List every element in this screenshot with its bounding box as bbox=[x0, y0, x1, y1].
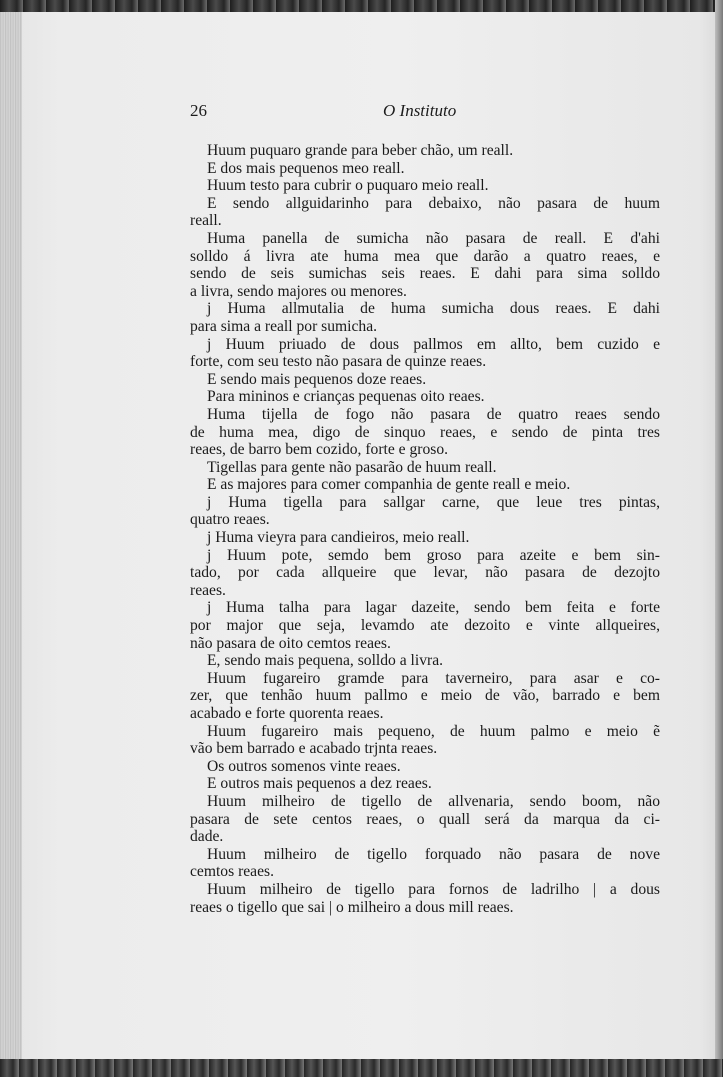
text-line: Os outros somenos vinte reaes. bbox=[207, 757, 401, 775]
text-line: E sendo mais pequenos doze reaes. bbox=[207, 370, 427, 388]
text-line: dade. bbox=[190, 828, 224, 846]
text-line: E, sendo mais pequena, solldo a livra. bbox=[207, 652, 444, 670]
text-line: zer, que tenhão huum pallmo e meio de vão, barrado e bem bbox=[190, 687, 660, 705]
text-line: E outros mais pequenos a dez reaes. bbox=[207, 775, 432, 793]
text-line: j Huum pote, semdo bem groso para azeite e bem sin- bbox=[207, 546, 660, 564]
text-line: solldo á livra ate huma mea que darão a quatro reaes, e bbox=[190, 247, 660, 265]
page-number: 26 bbox=[190, 101, 207, 120]
text-line: reaes, de barro bem cozido, forte e groso. bbox=[190, 441, 449, 459]
text-line: j Huum priuado de dous pallmos em allto, bem cuzido e bbox=[207, 335, 660, 353]
text-line: j Huma vieyra para candieiros, meio reall. bbox=[207, 529, 470, 547]
scan-border-right bbox=[715, 0, 723, 1077]
text-line: Huum testo para cubrir o puquaro meio reall. bbox=[207, 177, 489, 195]
text-line: vão bem barrado e acabado trjnta reaes. bbox=[190, 740, 438, 758]
running-title: O Instituto bbox=[383, 101, 457, 120]
text-line: quatro reaes. bbox=[190, 511, 270, 529]
text-line: reaes. bbox=[190, 581, 226, 599]
text-line: reall. bbox=[190, 212, 222, 230]
text-line: Huum puquaro grande para beber chão, um reall. bbox=[207, 142, 514, 159]
text-line: sendo de seis sumichas seis reaes. E dahi para sima solldo bbox=[190, 265, 660, 283]
text-line: j Huma allmutalia de huma sumicha dous reaes. E dahi bbox=[207, 300, 660, 318]
text-line: E sendo allguidarinho para debaixo, não pasara de huum bbox=[207, 194, 660, 212]
scan-border-top bbox=[0, 0, 723, 12]
text-line: não pasara de oito cemtos reaes. bbox=[190, 634, 391, 652]
text-line: por major que seja, levamdo ate dezoito e vinte allqueires, bbox=[190, 617, 660, 635]
text-line: reaes o tigello que sai | o milheiro a dous mill reaes. bbox=[190, 898, 514, 916]
text-line: Para mininos e crianças pequenas oito reaes. bbox=[207, 388, 485, 406]
text-line: a livra, sendo majores ou menores. bbox=[190, 282, 407, 300]
text-line: j Huma talha para lagar dazeite, sendo bem feita e forte bbox=[207, 599, 660, 617]
text-line: pasara de sete centos reaes, o quall será da marqua da ci- bbox=[190, 810, 660, 828]
text-line: para sima a reall por sumicha. bbox=[190, 317, 378, 335]
text-line: tado, por cada allqueire que levar, não pasara de dezojto bbox=[190, 564, 660, 582]
text-line: E dos mais pequenos meo reall. bbox=[207, 159, 405, 177]
text-line: Tigellas para gente não pasarão de huum reall. bbox=[207, 458, 497, 476]
page-header bbox=[190, 101, 660, 125]
text-line: de huma mea, digo de sinquo reaes, e sendo de pinta tres bbox=[190, 423, 660, 441]
text-line: Huma panella de sumicha não pasara de reall. E d'ahi bbox=[207, 229, 660, 247]
text-line: j Huma tigella para sallgar carne, que leue tres pintas, bbox=[207, 493, 660, 511]
page-stack-edge-left bbox=[0, 0, 22, 1077]
text-line: cemtos reaes. bbox=[190, 863, 274, 881]
body-text bbox=[190, 142, 660, 916]
scan-border-bottom bbox=[0, 1059, 723, 1077]
text-line: forte, com seu testo não pasara de quinze reaes. bbox=[190, 353, 487, 371]
text-line: Huum fugareiro mais pequeno, de huum palmo e meio ẽ bbox=[207, 722, 660, 740]
text-line: acabado e forte quorenta reaes. bbox=[190, 705, 384, 722]
text-line: Huma tijella de fogo não pasara de quatro reaes sendo bbox=[207, 405, 660, 423]
text-line: Huum milheiro de tigello de allvenaria, sendo boom, não bbox=[207, 792, 660, 810]
text-line: Huum milheiro de tigello forquado não pasara de nove bbox=[207, 845, 660, 863]
text-line: E as majores para comer companhia de gente reall e meio. bbox=[207, 476, 571, 494]
text-line: Huum fugareiro gramde para taverneiro, para asar e co- bbox=[207, 669, 660, 687]
text-line: Huum milheiro de tigello para fornos de ladrilho | a dous bbox=[207, 880, 660, 898]
